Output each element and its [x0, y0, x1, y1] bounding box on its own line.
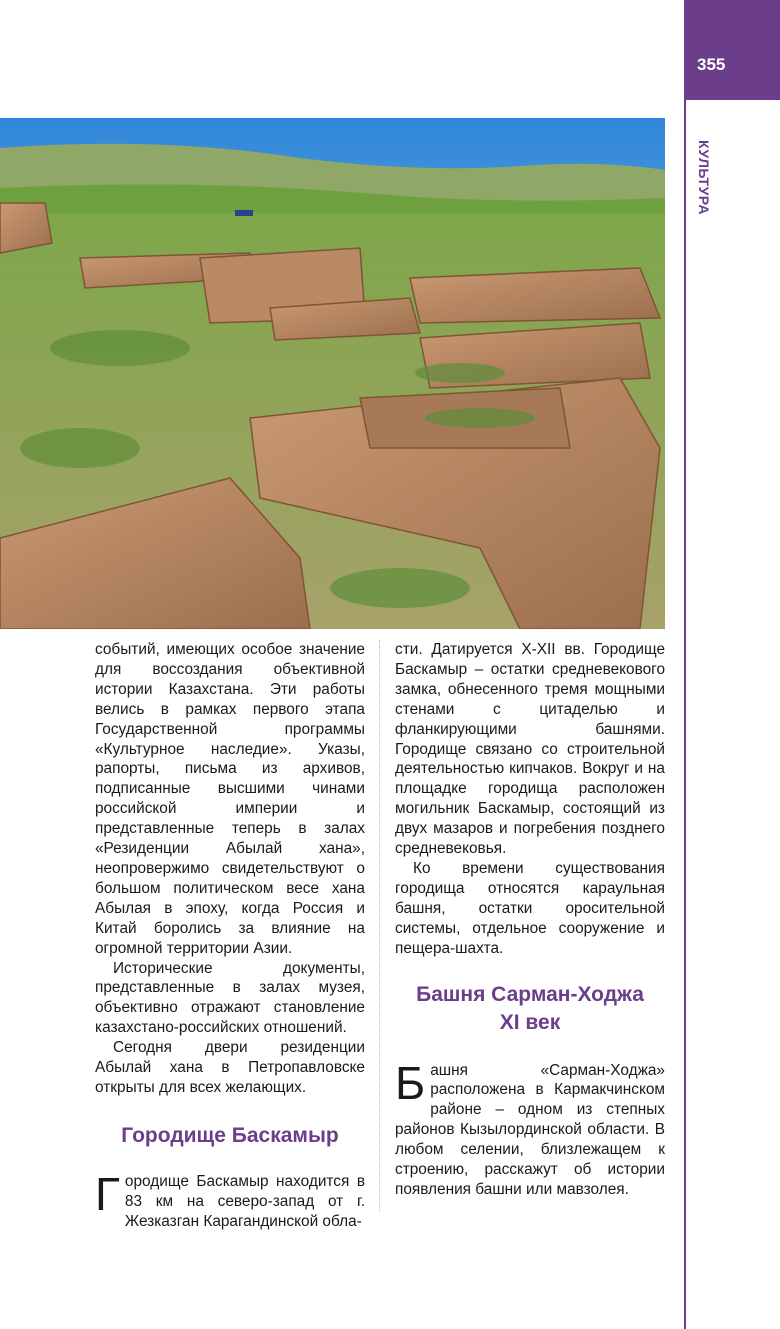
drop-cap: Б: [395, 1056, 426, 1109]
section-heading-line1: Башня Сарман-Ходжа: [416, 982, 644, 1006]
page-number: 355: [697, 55, 726, 74]
page-number-tab: [684, 0, 780, 100]
left-text-column: [95, 640, 365, 1232]
paragraph: [95, 1167, 365, 1232]
paragraph: событий, имеющих особое значение для воссоздания объективной истории Казахстана. Эти работы велись в рамках первого этапа Государственной программы «Культурное наследие». Указы, рапорты, письма из архивов, подписанные высшими чинами российской империи и представленные теперь в залах «Резиденции Абылай хана», неопровержимо свидетельствуют о большом политическом весе хана Абылая в эпоху, когда Россия и Китай боролись за влияние на огромной территории Азии.: [95, 641, 365, 957]
paragraph-text: ашня «Сарман-Ходжа» расположена в Кармакчинском районе – одном из степных районов Кызылординской области. В любом селении, близлежащем к строению, расскажут об истории появления башни или мавзолея.: [395, 1061, 665, 1198]
paragraph: Исторические документы, представленные в залах музея, объективно отражают становление казахстано-российских отношений.: [95, 959, 365, 1037]
paragraph: Сегодня двери резиденции Абылай хана в Петропавловске открыты для всех желающих.: [95, 1039, 365, 1096]
paragraph: [395, 1056, 665, 1200]
paragraph-text: ородище Баскамыр находится в 83 км на северо-запад от г. Жезказган Карагандинской обла-: [124, 1172, 365, 1230]
right-text-column: [395, 640, 665, 1200]
column-divider: [379, 640, 380, 1212]
paragraph: сти. Датируется X-XII вв. Городище Баскамыр – остатки средневекового замка, обнесенного тремя мощными стенами с цитаделью и фланкирующими башнями. Городище связано со строительной деятельностью кипчаков. Вокруг и на площадке городища расположен могильник Баскамыр, состоящий из двух мазаров и погребения позднего средневековья.: [395, 641, 665, 858]
drop-cap: Г: [95, 1167, 120, 1220]
section-label: КУЛЬТУРА: [696, 140, 712, 216]
ruins-photo: [0, 118, 665, 629]
paragraph: Ко времени существования городища относятся караульная башня, остатки оросительной системы, отдельное сооружение и пещера-шахта.: [395, 859, 665, 957]
section-heading: Городище Баскамыр: [121, 1123, 339, 1147]
section-heading-line2: XI век: [499, 1010, 561, 1034]
